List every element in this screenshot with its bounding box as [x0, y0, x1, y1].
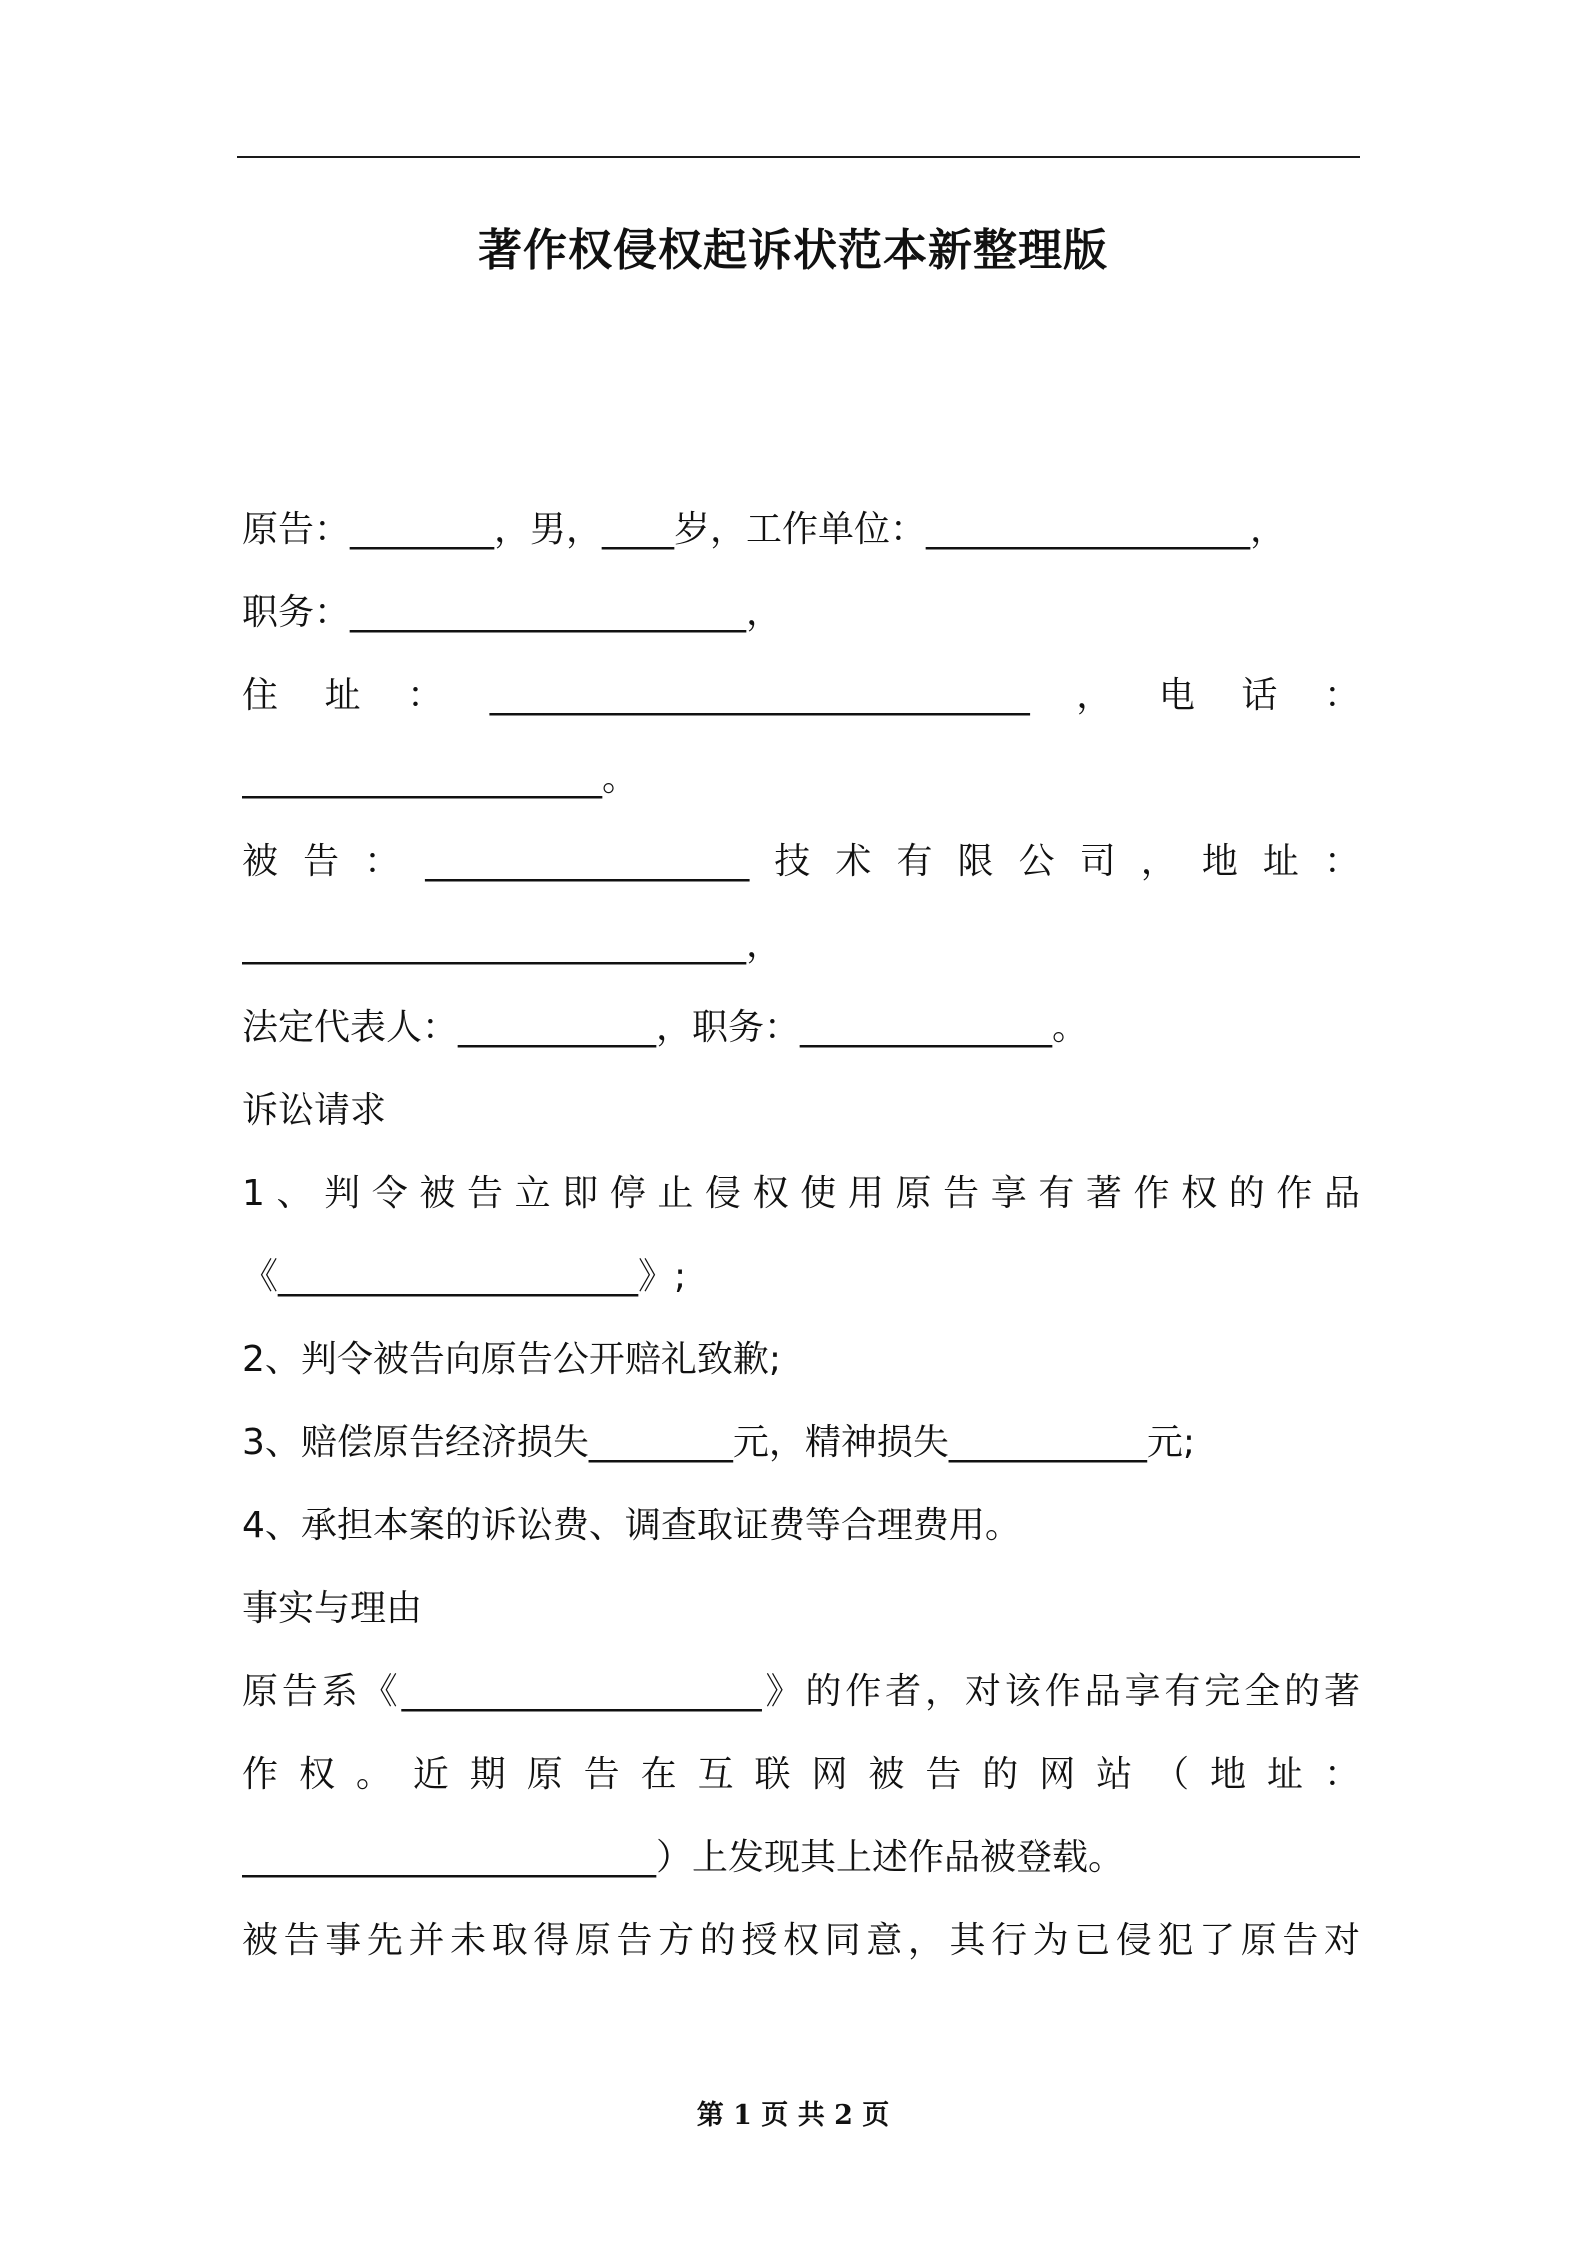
defendant-line: 被告：__________________技术有限公司，地址： [242, 841, 1360, 882]
page-footer: 第 1 页 共 2 页 [696, 2100, 890, 2131]
plaintiff-phone-line: ____________________。 [242, 758, 638, 799]
claim-item-1-continued: 《____________________》; [242, 1256, 687, 1297]
header-rule [237, 156, 1360, 158]
claims-heading: 诉讼请求 [242, 1090, 387, 1131]
legal-representative-line: 法定代表人：___________，职务：______________。 [242, 1007, 1089, 1048]
claim-item-3: 3、赔偿原告经济损失________元，精神损失___________元; [242, 1422, 1196, 1463]
plaintiff-position-line: 职务：______________________， [242, 592, 783, 633]
defendant-address-line: ____________________________， [242, 924, 782, 965]
claim-item-2: 2、判令被告向原告公开赔礼致歉; [242, 1339, 782, 1380]
facts-paragraph-line: 作权。近期原告在互联网被告的网站（地址： [242, 1754, 1360, 1795]
plaintiff-address-line: 住址：______________________________，电话： [242, 675, 1360, 716]
document-body [242, 488, 1360, 1982]
facts-paragraph-line: 原告系《____________________》的作者，对该作品享有完全的著 [242, 1671, 1360, 1712]
facts-paragraph-line: 被告事先并未取得原告方的授权同意，其行为已侵犯了原告对 [242, 1920, 1360, 1961]
facts-paragraph-line: _______________________）上发现其上述作品被登载。 [242, 1837, 1125, 1878]
claim-item-4: 4、承担本案的诉讼费、调查取证费等合理费用。 [242, 1505, 1021, 1546]
facts-heading: 事实与理由 [242, 1588, 423, 1629]
plaintiff-line: 原告：________，男，____岁，工作单位：__________________， [242, 509, 1287, 550]
document-title: 著作权侵权起诉状范本新整理版 [478, 225, 1108, 276]
claim-item-1: 1、判令被告立即停止侵权使用原告享有著作权的作品 [242, 1173, 1360, 1214]
